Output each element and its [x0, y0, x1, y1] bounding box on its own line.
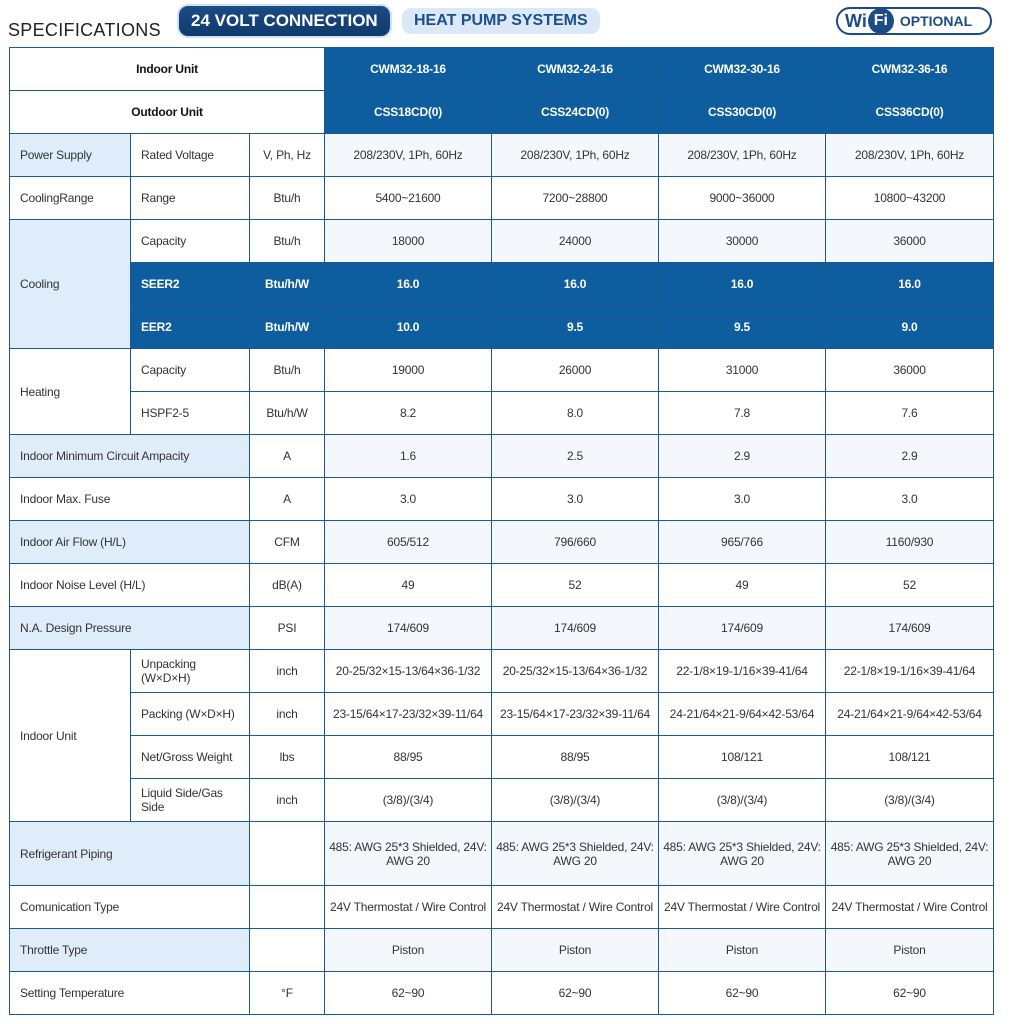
table-cell: 16.0 [492, 263, 659, 306]
row-item-label: Capacity [131, 349, 250, 392]
table-cell: 36000 [826, 220, 994, 263]
table-row [10, 607, 994, 650]
table-cell: 30000 [659, 220, 826, 263]
table-cell: 796/660 [492, 521, 659, 564]
row-unit: PSI [250, 607, 325, 650]
row-group-label: Indoor Unit [10, 650, 131, 822]
table-cell: 22-1/8×19-1/16×39-41/64 [659, 650, 826, 693]
row-unit [250, 822, 325, 886]
outdoor-model: CSS30CD(0) [659, 91, 826, 134]
table-cell: 62~90 [826, 972, 994, 1015]
row-group-label: CoolingRange [10, 177, 131, 220]
table-cell: 174/609 [325, 607, 492, 650]
table-cell: 24V Thermostat / Wire Control [659, 886, 826, 929]
row-unit: inch [250, 650, 325, 693]
row-item-label: Packing (W×D×H) [131, 693, 250, 736]
table-cell: 26000 [492, 349, 659, 392]
row-label: Comunication Type [10, 886, 250, 929]
table-cell: Piston [492, 929, 659, 972]
table-cell: 62~90 [325, 972, 492, 1015]
table-cell: 52 [492, 564, 659, 607]
row-unit: Btu/h/W [250, 263, 325, 306]
specifications-table [9, 47, 994, 1015]
table-row [10, 929, 994, 972]
table-cell: 9.5 [492, 306, 659, 349]
table-row [10, 736, 994, 779]
table-row-highlight [10, 306, 994, 349]
row-unit [250, 886, 325, 929]
table-cell: 36000 [826, 349, 994, 392]
row-unit: Btu/h [250, 177, 325, 220]
row-label: Refrigerant Piping [10, 822, 250, 886]
row-group-label: Cooling [10, 220, 131, 349]
table-cell: 5400~21600 [325, 177, 492, 220]
table-cell: 16.0 [826, 263, 994, 306]
table-cell: 7.8 [659, 392, 826, 435]
row-label: Setting Temperature [10, 972, 250, 1015]
indoor-model: CWM32-18-16 [325, 48, 492, 91]
table-row [10, 435, 994, 478]
table-cell: 485: AWG 25*3 Shielded, 24V: AWG 20 [659, 822, 826, 886]
indoor-model: CWM32-36-16 [826, 48, 994, 91]
table-cell: 3.0 [492, 478, 659, 521]
table-cell: 2.9 [826, 435, 994, 478]
row-label: Indoor Minimum Circuit Ampacity [10, 435, 250, 478]
row-unit: Btu/h/W [250, 306, 325, 349]
table-cell: 208/230V, 1Ph, 60Hz [325, 134, 492, 177]
row-item-label: Capacity [131, 220, 250, 263]
table-cell: 208/230V, 1Ph, 60Hz [659, 134, 826, 177]
table-cell: 965/766 [659, 521, 826, 564]
wifi-fi-icon: Fi [868, 8, 894, 34]
row-unit: inch [250, 779, 325, 822]
table-cell: (3/8)/(3/4) [492, 779, 659, 822]
outdoor-model-row [10, 91, 994, 134]
table-cell: 3.0 [325, 478, 492, 521]
table-cell: 52 [826, 564, 994, 607]
table-cell: 20-25/32×15-13/64×36-1/32 [325, 650, 492, 693]
table-cell: 485: AWG 25*3 Shielded, 24V: AWG 20 [492, 822, 659, 886]
row-unit: Btu/h [250, 220, 325, 263]
table-row-highlight [10, 263, 994, 306]
table-cell: 108/121 [659, 736, 826, 779]
table-cell: 31000 [659, 349, 826, 392]
table-cell: 2.9 [659, 435, 826, 478]
table-row [10, 134, 994, 177]
table-cell: 62~90 [659, 972, 826, 1015]
row-item-label: Unpacking (W×D×H) [131, 650, 250, 693]
row-unit: inch [250, 693, 325, 736]
row-unit: V, Ph, Hz [250, 134, 325, 177]
table-cell: 174/609 [826, 607, 994, 650]
table-cell: 24V Thermostat / Wire Control [325, 886, 492, 929]
table-row [10, 220, 994, 263]
table-cell: 8.2 [325, 392, 492, 435]
table-cell: 88/95 [325, 736, 492, 779]
table-cell: 8.0 [492, 392, 659, 435]
table-row [10, 392, 994, 435]
indoor-unit-header: Indoor Unit [10, 48, 325, 91]
indoor-model: CWM32-30-16 [659, 48, 826, 91]
row-unit: Btu/h [250, 349, 325, 392]
row-item-label: EER2 [131, 306, 250, 349]
table-cell: 24V Thermostat / Wire Control [492, 886, 659, 929]
row-label: Indoor Max. Fuse [10, 478, 250, 521]
table-row [10, 521, 994, 564]
indoor-model: CWM32-24-16 [492, 48, 659, 91]
indoor-model-row [10, 48, 994, 91]
table-row [10, 478, 994, 521]
row-unit: °F [250, 972, 325, 1015]
outdoor-model: CSS24CD(0) [492, 91, 659, 134]
wifi-optional-badge [836, 7, 992, 35]
table-row [10, 972, 994, 1015]
outdoor-model: CSS36CD(0) [826, 91, 994, 134]
table-cell: 49 [659, 564, 826, 607]
row-item-label: Rated Voltage [131, 134, 250, 177]
row-item-label: SEER2 [131, 263, 250, 306]
table-cell: 10800~43200 [826, 177, 994, 220]
table-cell: 24-21/64×21-9/64×42-53/64 [826, 693, 994, 736]
table-cell: 22-1/8×19-1/16×39-41/64 [826, 650, 994, 693]
table-cell: 174/609 [492, 607, 659, 650]
row-unit: Btu/h/W [250, 392, 325, 435]
table-cell: 7.6 [826, 392, 994, 435]
outdoor-unit-header: Outdoor Unit [10, 91, 325, 134]
table-row [10, 822, 994, 886]
table-cell: 208/230V, 1Ph, 60Hz [492, 134, 659, 177]
row-unit: CFM [250, 521, 325, 564]
table-cell: 485: AWG 25*3 Shielded, 24V: AWG 20 [826, 822, 994, 886]
table-cell: 9000~36000 [659, 177, 826, 220]
table-cell: 18000 [325, 220, 492, 263]
row-item-label: Range [131, 177, 250, 220]
row-item-label: Liquid Side/Gas Side [131, 779, 250, 822]
row-unit: A [250, 478, 325, 521]
wifi-wi-text: Wi [845, 10, 867, 31]
table-cell: 16.0 [325, 263, 492, 306]
row-item-label: HSPF2-5 [131, 392, 250, 435]
row-unit: lbs [250, 736, 325, 779]
table-cell: 174/609 [659, 607, 826, 650]
table-row [10, 564, 994, 607]
table-cell: 20-25/32×15-13/64×36-1/32 [492, 650, 659, 693]
table-cell: Piston [826, 929, 994, 972]
table-cell: 108/121 [826, 736, 994, 779]
table-row [10, 886, 994, 929]
table-row [10, 177, 994, 220]
row-unit: dB(A) [250, 564, 325, 607]
table-cell: 485: AWG 25*3 Shielded, 24V: AWG 20 [325, 822, 492, 886]
wifi-optional-text: OPTIONAL [899, 13, 973, 29]
table-cell: 23-15/64×17-23/32×39-11/64 [492, 693, 659, 736]
row-group-label: Power Supply [10, 134, 131, 177]
row-label: Indoor Air Flow (H/L) [10, 521, 250, 564]
table-cell: 19000 [325, 349, 492, 392]
table-cell: 2.5 [492, 435, 659, 478]
row-group-label: Heating [10, 349, 131, 435]
row-label: Throttle Type [10, 929, 250, 972]
table-cell: Piston [659, 929, 826, 972]
page-title: SPECIFICATIONS [8, 20, 161, 40]
row-unit [250, 929, 325, 972]
table-row [10, 349, 994, 392]
table-cell: (3/8)/(3/4) [325, 779, 492, 822]
table-cell: 62~90 [492, 972, 659, 1015]
table-cell: 605/512 [325, 521, 492, 564]
voltage-badge: 24 VOLT CONNECTION [179, 6, 390, 36]
table-cell: 88/95 [492, 736, 659, 779]
row-label: Indoor Noise Level (H/L) [10, 564, 250, 607]
table-cell: 7200~28800 [492, 177, 659, 220]
table-row [10, 693, 994, 736]
table-cell: 3.0 [826, 478, 994, 521]
table-row [10, 650, 994, 693]
table-cell: 208/230V, 1Ph, 60Hz [826, 134, 994, 177]
table-cell: 1.6 [325, 435, 492, 478]
row-item-label: Net/Gross Weight [131, 736, 250, 779]
table-cell: 9.5 [659, 306, 826, 349]
table-cell: 10.0 [325, 306, 492, 349]
table-cell: 24V Thermostat / Wire Control [826, 886, 994, 929]
table-cell: (3/8)/(3/4) [659, 779, 826, 822]
table-cell: 9.0 [826, 306, 994, 349]
row-unit: A [250, 435, 325, 478]
table-row [10, 779, 994, 822]
row-label: N.A. Design Pressure [10, 607, 250, 650]
table-cell: (3/8)/(3/4) [826, 779, 994, 822]
table-cell: 24000 [492, 220, 659, 263]
table-cell: 23-15/64×17-23/32×39-11/64 [325, 693, 492, 736]
table-cell: 16.0 [659, 263, 826, 306]
table-cell: 24-21/64×21-9/64×42-53/64 [659, 693, 826, 736]
table-cell: 1160/930 [826, 521, 994, 564]
outdoor-model: CSS18CD(0) [325, 91, 492, 134]
table-cell: 3.0 [659, 478, 826, 521]
table-cell: Piston [325, 929, 492, 972]
table-cell: 49 [325, 564, 492, 607]
system-type-badge: HEAT PUMP SYSTEMS [402, 8, 600, 34]
